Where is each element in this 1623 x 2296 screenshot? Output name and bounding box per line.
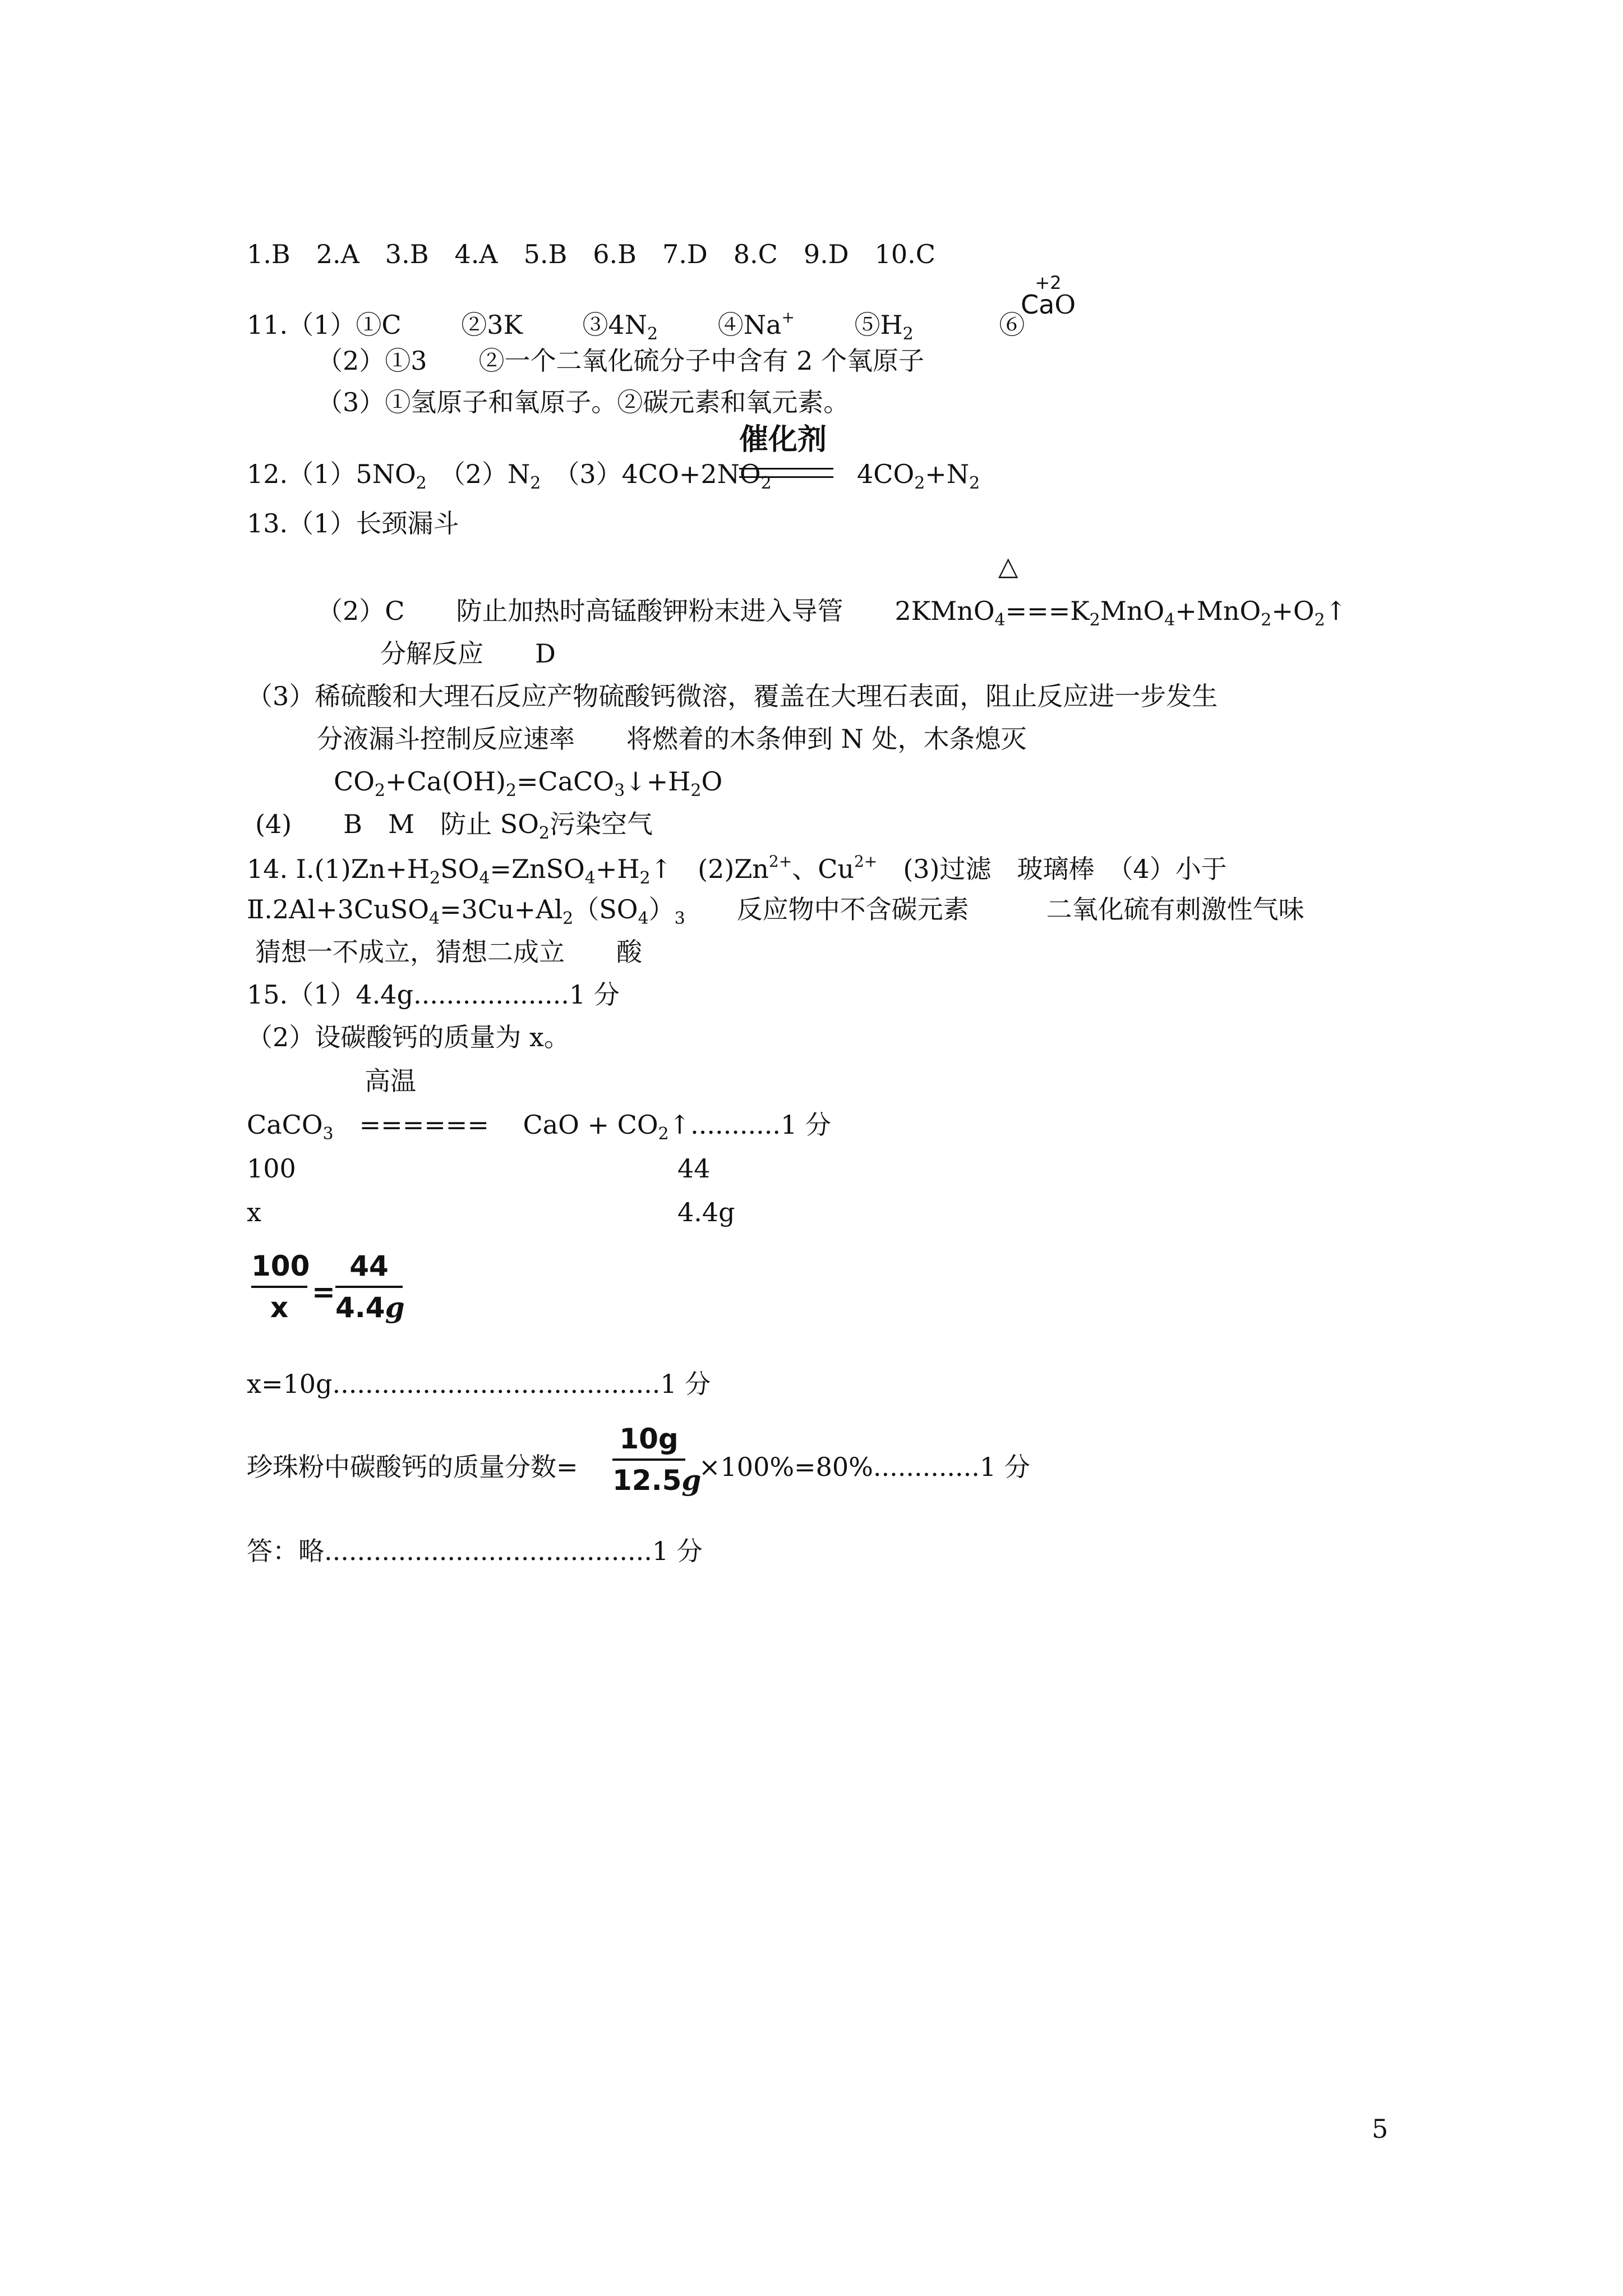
q12-products: $4CO_2+N_2$ [857,459,980,493]
answer-line: 答：略........................................1 分 [247,1536,703,1566]
q11-item-6: ⑥ [999,310,1025,340]
fraction-10g-over-12-5g: 10g 12.5g [612,1423,702,1497]
q14-line2: $Ⅱ.2Al+3CuSO_4=3Cu+Al_2(SO_4)_3$ 反应物中不含碳元素 二氧化硫有刺激性气味 [247,894,1304,928]
molar-mass-caco3: 100 [247,1153,296,1184]
q11-item-3: ③4N [582,310,648,340]
q11-item-4: ④Na [717,310,782,340]
molar-mass-co2: 44 [677,1153,711,1184]
q11-item-2: ②3K [461,310,523,340]
mass-fraction-label: 珍珠粉中碳酸钙的质量分数= [247,1452,578,1482]
q13-line6: $CO_2+Ca(OH)_2=CaCO_3↓+H_2O$ [334,766,723,800]
high-temp-condition: 高温 [365,1066,416,1096]
x-result-line: x=10g........................................1 分 [247,1369,711,1399]
q11-label: 11.（1） [247,310,356,340]
q15-line1: 15.（1）4.4g...................1 分 [247,979,620,1010]
q13-line7: (4) B M 防止 $SO_2$污染空气 [255,809,653,843]
fraction-44-over-4-4g: 44 4.4g [335,1250,405,1324]
co2-mass: 4.4g [677,1197,735,1227]
q15-equation: CaCO$_3$ ====== CaO + $CO_2↑...........1$ 分 [247,1110,831,1144]
q11-line2: （2）①3 ②一个二氧化硫分子中含有 2 个氧原子 [317,346,925,376]
q11-item-1: ①C [356,310,402,340]
q11-line3: （3）①氢原子和氧原子。②碳元素和氧元素。 [317,387,850,417]
q14-line3: 猜想一不成立，猜想二成立 酸 [255,937,642,967]
proportion-equals: = [312,1276,335,1308]
q11-item-5: ⑤H [854,310,903,340]
catalyst-condition: 催化剂 [739,423,827,457]
fraction-100-over-x: 100 x [251,1250,310,1324]
catalyst-equals-sign [739,468,833,478]
q13-line3: 分解反应 D [380,638,556,669]
q12-line: $12.(1)5NO_2$ $(2)N_2$ $(3)4CO+2NO_2$ [247,459,772,493]
heat-triangle: △ [998,551,1018,581]
q13-line4: （3）稀硫酸和大理石反应产物硫酸钙微溶，覆盖在大理石表面，阻止反应进一步发生 [247,681,1218,711]
q13-line5: 分液漏斗控制反应速率 将燃着的木条伸到 N 处，木条熄灭 [317,724,1027,754]
q14-line1: 14. $Ⅰ.(1)Zn+H_2SO_4=ZnSO_4+H_2↑$ $(2)Zn^{2+}$、$Cu^{2+}$ (3)过滤 玻璃棒 （4）小于 [247,852,1227,888]
q15-line2: （2）设碳酸钙的质量为 x。 [247,1022,570,1052]
q11-line1: 11.（1）①C ②3K $③4N_2$ ④Na+ $⑤H_2$ ⑥ [247,308,1025,344]
cao-valence: +2 CaO [1021,272,1076,320]
q13-line1: 13.（1）长颈漏斗 [247,508,459,539]
q13-line2: （2）C 防止加热时高锰酸钾粉末进入导管 $2KMnO_4===K_2MnO_4+MnO_2+O_2↑$ [317,596,1347,630]
choice-answers: 1.B 2.A 3.B 4.A 5.B 6.B 7.D 8.C 9.D 10.C [247,239,935,269]
unknown-x: x [247,1197,261,1227]
page-number: 5 [1372,2114,1389,2144]
mass-fraction-result: ×100%=80%.............1 分 [699,1452,1030,1482]
